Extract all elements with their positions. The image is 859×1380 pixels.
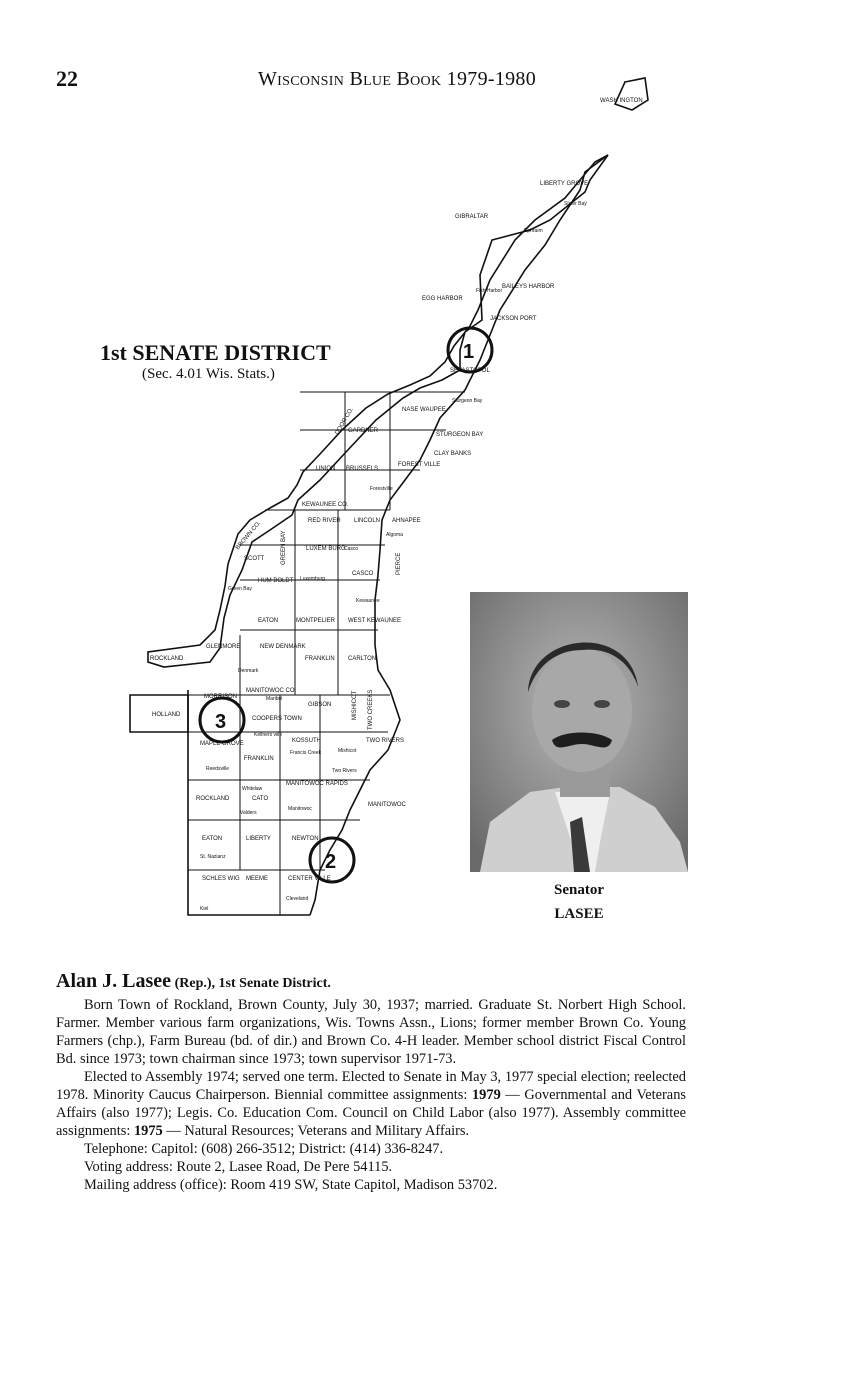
town-label: SCOTT	[244, 556, 265, 562]
place-label: Forestville	[370, 486, 393, 492]
town-label: FRANKLIN	[244, 756, 274, 762]
district-marker-3: 3	[215, 711, 227, 733]
voting-address: Voting address: Route 2, Lasee Road, De Pere 54115.	[84, 1159, 393, 1175]
town-label: CARLTON	[348, 656, 377, 662]
town-label: EATON	[258, 618, 279, 624]
bio-paragraph-2	[56, 1068, 686, 1140]
town-label: TWO CREEKS	[368, 689, 374, 730]
place-label: Reedsville	[206, 766, 230, 772]
place-label: Mishicot	[338, 748, 357, 754]
place-label: Ephraim	[524, 228, 543, 234]
town-label: ROCKLAND	[196, 796, 230, 802]
town-label: TWO RIVERS	[366, 738, 405, 744]
town-label: MAPLE GROVE	[200, 741, 244, 747]
photo-caption-title: Senator	[554, 882, 604, 898]
bio-year: 1975	[133, 1123, 163, 1139]
place-label: Maribel	[266, 696, 283, 702]
town-label: MONTPELIER	[296, 618, 336, 624]
town-label: LIBERTY	[246, 836, 271, 842]
biography	[56, 972, 686, 1194]
town-label: MEEME	[246, 876, 269, 882]
town-label: NASE WAUPEE	[402, 407, 446, 413]
town-label: GIBRALTAR	[455, 214, 489, 220]
town-label: LIBERTY GROVE	[540, 181, 589, 187]
town-label: FRANKLIN	[305, 656, 335, 662]
town-label: WASH INGTON	[600, 98, 643, 104]
bio-paragraph-1: Born Town of Rockland, Brown County, July 30, 1937; married. Graduate St. Norbert High School. Farmer. Member various farm organizations, Wis. Towns Assn., Lions; former member Brown Co. Young Farmers (chp.), Farm Bureau (bd. of dir.) and Brown Co. 4-H leader. Member school district Fiscal Control Bd. since 1973; town chairman since 1973; town supervisor 1971-73.	[56, 997, 686, 1067]
place-label: Cleveland	[286, 896, 309, 902]
running-title: Wisconsin Blue Book 1979-1980	[258, 68, 537, 90]
place-label: Sturgeon Bay	[452, 398, 483, 404]
town-label: LUXEM BURG	[306, 546, 346, 552]
town-label: EGG HARBOR	[422, 296, 463, 302]
bio-name: Alan J. Lasee	[56, 970, 171, 992]
district-marker-2: 2	[325, 851, 337, 873]
bio-year: 1979	[471, 1087, 501, 1103]
town-label: SCHLES WIG	[202, 876, 240, 882]
bio-text: Elected to Assembly 1974; served one term. Elected to Senate in May 3, 1977 special election; reelected 1978. Minority Caucus Chairperson. Biennial committee assignments:	[56, 1069, 686, 1103]
town-label: GLENMORE	[206, 644, 241, 650]
place-label: Fish Harbor	[476, 288, 503, 294]
town-label: RED RIVER	[308, 518, 341, 524]
map-outline	[615, 78, 648, 110]
place-label: Whitelaw	[242, 786, 263, 792]
place-label: Green Bay	[228, 586, 252, 592]
town-label: MORRISON	[204, 694, 237, 700]
town-label: HUM BOLDT	[258, 578, 294, 584]
town-label: CLAY BANKS	[434, 451, 472, 457]
bio-party: (Rep.)	[174, 976, 212, 991]
place-label: Francis Creek	[290, 750, 322, 756]
town-label: CENTER VILLE	[288, 876, 331, 882]
town-label: BAILEYS HARBOR	[502, 284, 555, 290]
town-label: EATON	[202, 836, 223, 842]
town-label: GIBSON	[308, 702, 332, 708]
town-label: WEST KEWAUNEE	[348, 618, 402, 624]
telephone: Telephone: Capitol: (608) 266-3512; District: (414) 336-8247.	[84, 1141, 444, 1157]
town-label: HOLLAND	[152, 712, 181, 718]
town-label: COOPERS TOWN	[252, 716, 302, 722]
town-label: PIERCE	[396, 552, 402, 575]
district-subtitle: (Sec. 4.01 Wis. Stats.)	[142, 366, 275, 382]
town-label: AHNAPEE	[392, 518, 421, 524]
town-label: NEWTON	[292, 836, 319, 842]
town-label: JACKSON PORT	[490, 316, 537, 322]
town-label: MANITOWOC	[368, 802, 406, 808]
place-label: Sister Bay	[564, 201, 587, 207]
senator-photo	[470, 592, 688, 872]
bio-heading	[56, 972, 686, 993]
town-label: CATO	[252, 796, 269, 802]
county-label: KEWAUNEE CO.	[302, 502, 349, 508]
town-label: KOSSUTH	[292, 738, 322, 744]
town-label: LINCOLN	[354, 518, 381, 524]
town-label: NEW DENMARK	[260, 644, 306, 650]
town-label: CASCO	[352, 571, 374, 577]
place-label: Kiel	[200, 906, 209, 912]
place-label: Valders	[240, 810, 257, 816]
bio-text: — Governmental and Veterans Affairs (also 1977); Legis. Co. Education Com. Council on Child Labor (also 1977). Assembly committee assignments:	[56, 1087, 686, 1139]
town-label: MISHICOT	[352, 690, 358, 720]
place-label: Manitowoc	[288, 806, 312, 812]
town-label: GREEN BAY	[281, 530, 287, 565]
town-label: BRUSSELS	[346, 466, 379, 472]
town-label: SEVASTOPOL	[450, 368, 490, 374]
place-label: Algoma	[386, 532, 403, 538]
mailing-address: Mailing address (office): Room 419 SW, State Capitol, Madison 53702.	[84, 1177, 498, 1193]
town-label: GARDNER	[348, 428, 379, 434]
photo-caption-name: LASEE	[554, 906, 604, 922]
district-title: 1st SENATE DISTRICT	[100, 340, 331, 365]
bio-district: , 1st Senate District.	[211, 976, 331, 991]
town-label: UNION	[316, 466, 336, 472]
town-label: ROCKLAND	[150, 656, 184, 662]
bio-text: — Natural Resources; Veterans and Military Affairs.	[162, 1123, 470, 1139]
page-number: 22	[56, 66, 78, 91]
place-label: Luxemburg	[300, 576, 326, 582]
town-label: STURGEON BAY	[436, 432, 484, 438]
place-label: Denmark	[238, 668, 259, 674]
place-label: Two Rivers	[332, 768, 357, 774]
place-label: Kewaunee	[356, 598, 380, 604]
county-label: DOOR CO.	[334, 406, 355, 436]
place-label: Kellners ville	[254, 732, 283, 738]
county-label: BROWN CO.	[234, 520, 263, 552]
county-label: MANITOWOC CO.	[246, 688, 297, 694]
place-label: Casco	[344, 546, 359, 552]
town-label: MANITOWOC RAPIDS	[286, 781, 348, 787]
place-label: St. Nazianz	[200, 854, 226, 860]
district-marker-1: 1	[463, 341, 475, 363]
town-label: FOREST VILLE	[398, 462, 441, 468]
